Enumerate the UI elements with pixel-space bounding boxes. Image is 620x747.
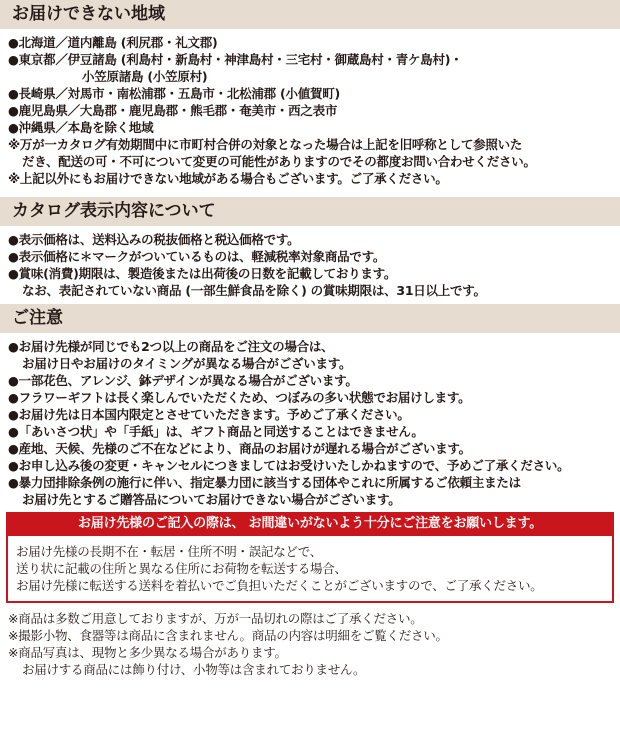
address-notice-box — [6, 536, 614, 603]
address-notice-banner: お届け先様のご記入の際は、 お間違いがないよう十分にご注意をお願いします。 — [6, 512, 614, 536]
caution-antigang: ●暴力団排除条例の施行に伴い、指定暴力団に該当する団体やこれに所属するご依頼主または — [8, 475, 521, 490]
notice-line: お届け先様に転送する送料を着払いでご負担いただくことがございますので、ご了承ください。 — [16, 578, 543, 593]
price-note: ●表示価格は、送料込みの税抜価格と税込価格です。 — [8, 232, 300, 247]
other-areas-note: ※上記以外にもお届けできない地域がある場合もございます。ご了承ください。 — [8, 171, 448, 186]
area-hokkaido: ●北海道／道内離島 (利尻郡・礼文郡) — [8, 35, 218, 50]
caution-delay: ●産地、天候、先様のご不在などにより、商品のお届けが遅れる場合がございます。 — [8, 441, 471, 456]
section-title-catalog-display: カタログ表示内容について — [0, 197, 620, 226]
footer-photo-note-cont: お届けする商品には飾り付け、小物等は含まれておりません。 — [22, 662, 366, 677]
caution-antigang-cont: お届け先とするご贈答品についてお届けできない場合がございます。 — [22, 492, 401, 507]
tax-mark-note: ●表示価格に＊マークがついているものは、軽減税率対象商品です。 — [8, 249, 386, 264]
notice-line: 送り状に記載の住所と異なる住所にお荷物を転送する場合、 — [16, 561, 347, 576]
section-title-caution: ご注意 — [0, 304, 620, 333]
caution-flower-color: ●一部花色、アレンジ、鉢デザインが異なる場合がございます。 — [8, 373, 358, 388]
area-kagoshima: ●鹿児島県／大島郡・鹿児島郡・熊毛郡・奄美市・西之表市 — [8, 103, 338, 118]
footer-stock-note: ※商品は多数ご用意しておりますが、万が一品切れの際はご了承ください。 — [8, 611, 423, 626]
merger-note: ※万が一カタログ有効期間中に市町村合併の対象となった場合は上記を旧呼称として参照いた — [8, 137, 523, 152]
area-tokyo-cont: 小笠原諸島 (小笠原村) — [82, 69, 208, 84]
area-okinawa: ●沖縄県／本島を除く地域 — [8, 120, 154, 135]
merger-note-cont: だき、配送の可・不可について変更の可能性がありますのでその都度お問い合わせください。 — [22, 154, 536, 169]
area-nagasaki: ●長崎県／対馬市・南松浦郡・五島市・北松浦郡 (小値賀町) — [8, 86, 340, 101]
caution-multiple-items: ●お届け先様が同じでも2つ以上の商品をご注文の場合は、 — [8, 339, 334, 354]
section-title-delivery-areas: お届けできない地域 — [0, 0, 620, 29]
caution-domestic-only: ●お届け先は日本国内限定とさせていただきます。予めご了承ください。 — [8, 407, 410, 422]
notice-line: お届け先様の長期不在・転居・住所不明・誤記などで、 — [16, 544, 323, 559]
expiry-note-cont: なお、表記されていない商品 (一部生鮮食品を除く) の賞味期限は、31日以上です。 — [22, 283, 486, 298]
expiry-note: ●賞味(消費)期限は、製造後または出荷後の日数を記載しております。 — [8, 266, 397, 281]
caution-cancel: ●お申し込み後の変更・キャンセルにつきましてはお受けいたしかねますので、予めご了承ください。 — [8, 458, 570, 473]
caution-letters: ●「あいさつ状」や「手紙」は、ギフト商品と同送することはできません。 — [8, 424, 424, 439]
footer-notes — [0, 610, 620, 678]
footer-photo-note: ※商品写真は、現物と多少異なる場合があります。 — [8, 645, 287, 660]
caution-multiple-items-cont: お届け日やお届けのタイミングが異なる場合がございます。 — [22, 356, 352, 371]
footer-props-note: ※撮影小物、食器等は商品に含まれません。商品の内容は明細をご覧ください。 — [8, 628, 448, 643]
caution-flower-gift: ●フラワーギフトは長く楽しんでいただくため、つぼみの多い状態でお届けします。 — [8, 390, 471, 405]
area-tokyo: ●東京都／伊豆諸島 (利島村・新島村・神津島村・三宅村・御蔵島村・青ケ島村)・ — [8, 52, 463, 67]
